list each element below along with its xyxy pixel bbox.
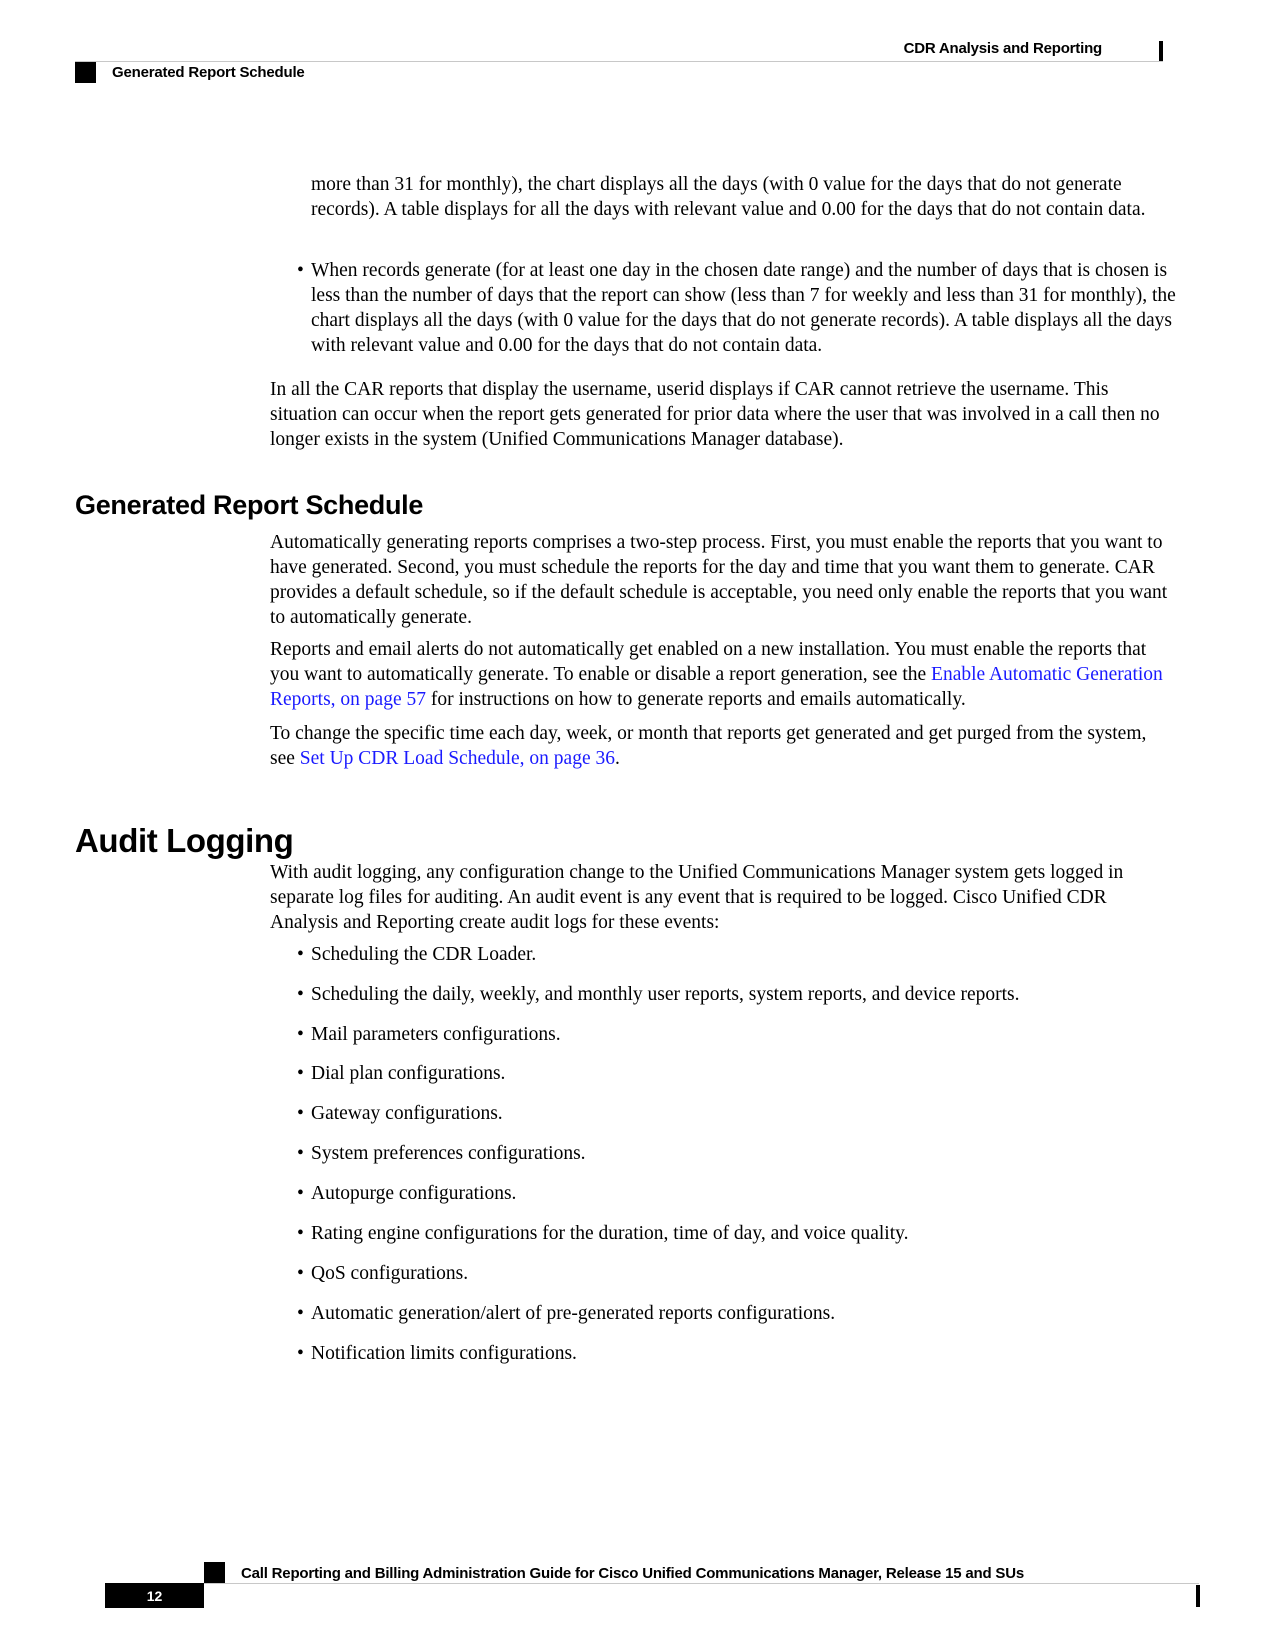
list-item-text: Scheduling the CDR Loader.	[311, 944, 537, 965]
continued-bullet-text: more than 31 for monthly), the chart displays all the days (with 0 value for the days that do not generate records). A table displays for all the days with relevant value and 0.00 for the days that do not contain data.	[311, 174, 1146, 220]
list-item	[297, 1101, 1177, 1126]
bullet-icon: •	[297, 260, 304, 281]
list-item	[297, 982, 1177, 1007]
footer-rule	[204, 1583, 1199, 1584]
chapter-heading: Audit Logging	[75, 822, 294, 859]
paragraph-text: To change the specific time each day, week, or month that reports get generated and get purged from the system, see	[270, 723, 1147, 769]
bullet-icon: •	[297, 944, 304, 965]
paragraph	[270, 637, 1170, 712]
header-bar	[1159, 41, 1163, 61]
bullet-icon: •	[297, 984, 304, 1005]
set-up-cdr-load-schedule-link[interactable]: Set Up CDR Load Schedule, on page 36	[299, 748, 615, 769]
paragraph: In all the CAR reports that display the username, userid displays if CAR cannot retrieve the username. This situation can occur when the report gets generated for prior data where the user that was involved in a call then no longer exists in the system (Unified Communications Manager database).	[270, 379, 1160, 450]
bullet-icon: •	[297, 1183, 304, 1204]
bullet-icon: •	[297, 1143, 304, 1164]
list-item-text: Rating engine configurations for the duration, time of day, and voice quality.	[311, 1223, 909, 1244]
list-item	[297, 1341, 1177, 1366]
paragraph-text: .	[614, 748, 620, 769]
list-item-text: Scheduling the daily, weekly, and monthly user reports, system reports, and device reports.	[311, 984, 1020, 1005]
book-title: Call Reporting and Billing Administration Guide for Cisco Unified Communications Manager, Release 15 and SUs	[241, 1565, 1024, 1582]
list-item-text: Automatic generation/alert of pre-generated reports configurations.	[311, 1303, 836, 1324]
section-heading: Generated Report Schedule	[75, 490, 424, 520]
page-number: 12	[105, 1583, 204, 1608]
paragraph: Automatically generating reports comprises a two-step process. First, you must enable the reports that you want to have generated. Second, you must schedule the reports for the day and time that you want them to generate. CAR provides a default schedule, so if the default schedule is acceptable, you need only enable the reports that you want to automatically generate.	[270, 532, 1168, 628]
bullet-icon: •	[297, 1223, 304, 1244]
list-item-text: Notification limits configurations.	[311, 1343, 577, 1364]
footer-marker	[204, 1562, 225, 1583]
list-item-text: System preferences configurations.	[311, 1143, 586, 1164]
paragraph: With audit logging, any configuration change to the Unified Communications Manager system gets logged in separate log files for auditing. An audit event is any event that is required to be logged. Cisco Unified CDR Analysis and Reporting create audit logs for these events:	[270, 862, 1124, 933]
list-item	[297, 1022, 1177, 1047]
paragraph-text: for instructions on how to generate reports and emails automatically.	[425, 689, 966, 710]
list-item-text: Gateway configurations.	[311, 1103, 503, 1124]
list-item	[297, 1181, 1177, 1206]
list-item	[297, 942, 1177, 967]
section-title: Generated Report Schedule	[112, 64, 305, 81]
list-item-text: Dial plan configurations.	[311, 1063, 506, 1084]
header-rule	[75, 61, 1163, 62]
bullet-icon: •	[297, 1024, 304, 1045]
list-item	[297, 258, 1177, 358]
bullet-icon: •	[297, 1343, 304, 1364]
chapter-title: CDR Analysis and Reporting	[903, 40, 1102, 57]
header-marker	[75, 62, 96, 83]
bullet-icon: •	[297, 1303, 304, 1324]
paragraph	[270, 721, 1170, 771]
bullet-icon: •	[297, 1103, 304, 1124]
list-item-text: When records generate (for at least one day in the chosen date range) and the number of days that is chosen is less than the number of days that the report can show (less than 7 for weekly and less than 31 for monthly), the chart displays all the days (with 0 value for the days that do not generate records). A table displays all the days with relevant value and 0.00 for the days that do not contain data.	[311, 260, 1176, 356]
list-item	[297, 1141, 1177, 1166]
bullet-icon: •	[297, 1263, 304, 1284]
bullet-icon: •	[297, 1063, 304, 1084]
list-item	[297, 1221, 1177, 1246]
list-item	[297, 1061, 1177, 1086]
list-item-text: Mail parameters configurations.	[311, 1024, 561, 1045]
list-item	[297, 1261, 1177, 1286]
list-item-text: QoS configurations.	[311, 1263, 469, 1284]
enable-automatic-generation-link[interactable]: Enable Automatic Generation Reports, on page 57	[270, 664, 1163, 710]
list-item	[297, 1301, 1177, 1326]
paragraph-text: Reports and email alerts do not automatically get enabled on a new installation. You must enable the reports that you want to automatically generate. To enable or disable a report generation, see the	[270, 639, 1147, 685]
list-item-text: Autopurge configurations.	[311, 1183, 517, 1204]
footer-bar	[1196, 1585, 1200, 1607]
